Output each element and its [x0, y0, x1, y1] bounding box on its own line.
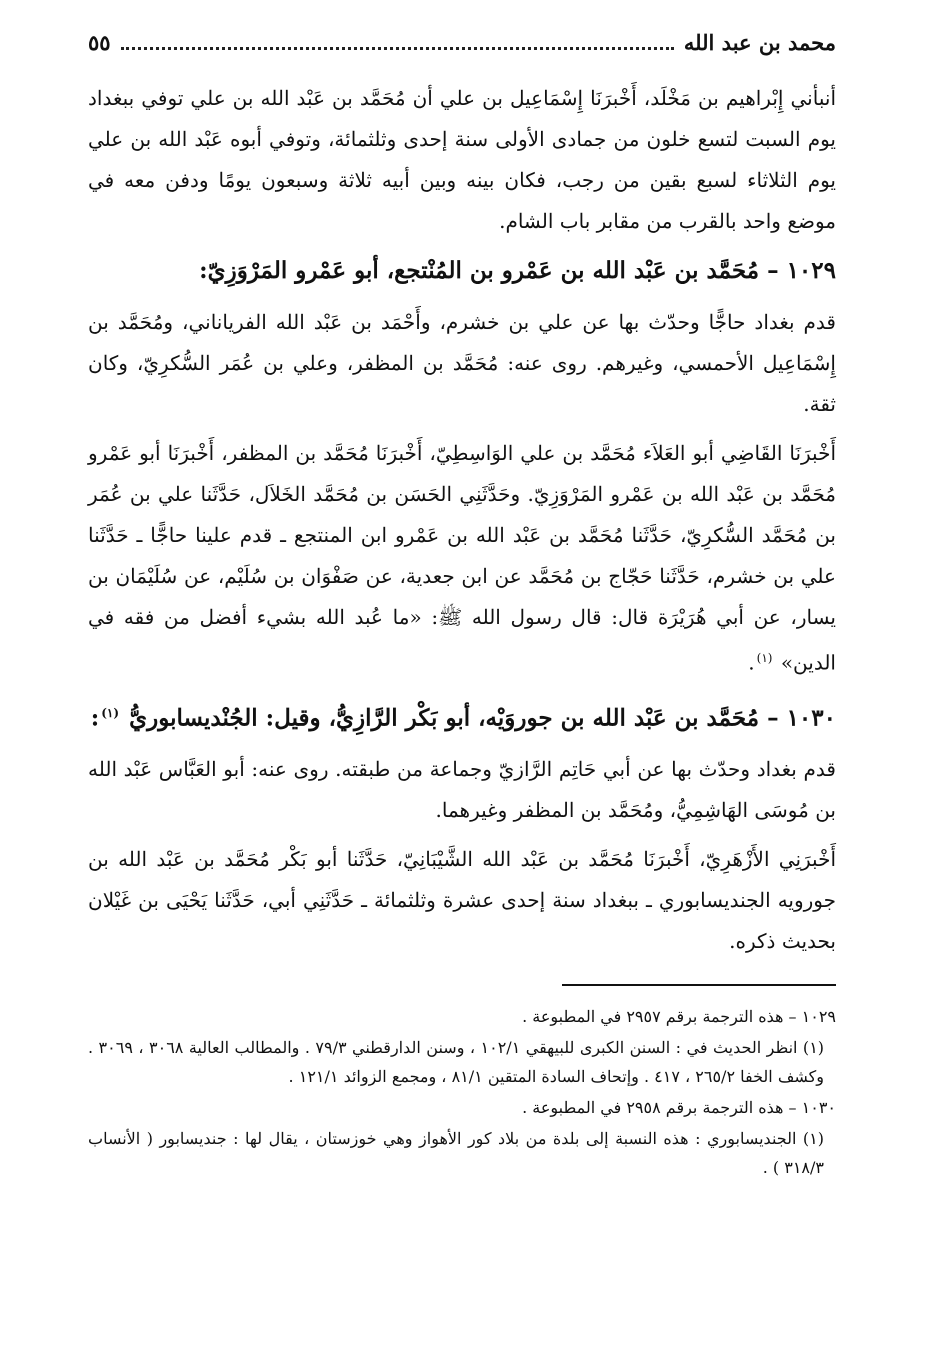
footnote-separator — [562, 984, 836, 986]
entry-heading-1030: ١٠٣٠ – مُحَمَّد بن عَبْد الله بن جوروَيْه، أبو بَكْر الرَّازِيُّ، وقيل: الجُنْديسابوريُّ $^{(١)}$: — [90, 704, 836, 732]
running-head-title: محمد بن عبد الله — [683, 30, 836, 55]
paragraph-death-notice: أنبأني إِبْراهيم بن مَخْلَد، أَخْبرَنَا إِسْمَاعِيل بن علي أن مُحَمَّد بن عَبْد الله بن علي توفي ببغداد يوم السبت لتسع خلون من جمادى الأولى سنة إحدى وثلثمائة، وتوفي أبوه عَبْد الله بن علي يوم الثلاثاء لسبع بقين من رجب، فكان بينه وبين أبيه ثلاثة وسبعون يومًا ودفن معه في موضع واحد بالقرب من مقابر باب الشام. — [88, 86, 836, 233]
footnote-1030-source: ١٠٣٠ – هذه الترجمة برقم ٢٩٥٨ في المطبوعة . — [522, 1098, 836, 1118]
footnote-1029-source: ١٠٢٩ – هذه الترجمة برقم ٢٩٥٧ في المطبوعة . — [522, 1007, 836, 1027]
footnote-1030-1: (١) الجنديسابوري : هذه النسبة إلى بلدة من بلاد كور الأهواز وهي خوزستان ، يقال لها : جنديسابور ( الأنساب ٣١٨/٣ ) . — [88, 1129, 824, 1178]
footnote-reference: (١) — [756, 651, 773, 665]
paragraph-entry-1030-isnad: أَخْبرَنِي الأَزْهَرِيّ، أَخْبرَنَا مُحَمَّد بن عَبْد الله الشَّيْبَانِيّ، حَدَّثَنا أبو بَكْر مُحَمَّد بن عَبْد الله بن جورويه الجنديسابوري ـ ببغداد سنة إحدى عشرة وثلثمائة ـ حَدَّثَنِي أبي، حَدَّثَنا يَحْيَى بن غَيْلان بحديث ذكره. — [88, 847, 837, 954]
paragraph-entry-1030-bio: قدم بغداد وحدّث بها عن أبي حَاتِم الرَّازيّ وجماعة من طبقته. روى عنه: أبو العَبَّاس عَبْد الله بن مُوسَى الهَاشِمِيُّ، ومُحَمَّد بن المظفر وغيرهما. — [88, 757, 836, 823]
leader-dots — [121, 47, 674, 50]
hadith-text: أَخْبرَنَا القَاضِي أبو العَلاَء مُحَمَّد بن علي الوَاسِطِيّ، أَخْبرَنَا مُحَمَّد بن المظفر، أَخْبرَنَا أبو عَمْرو مُحَمَّد بن عَبْد الله بن عَمْرو المَرْوَزِيّ. وحَدَّثَنِي الحَسَن بن مُحَمَّد الخَلاَل، حَدَّثَنا علي بن عُمَر بن مُحَمَّد السُّكرِيّ، حَدَّثَنا مُحَمَّد بن عَبْد الله بن عَمْرو ابن المنتجع ـ قدم علينا حاجًّا ـ حَدَّثَنا علي بن خشرم، حَدَّثَنا حَجّاج بن مُحَمَّد عن ابن جعدية، عن صَفْوَان بن سُلَيْم، عن سُلَيْمَان بن يسار، عن أبي هُرَيْرَة قال: قال رسول الله ﷺ: «ما عُبد الله بشيء أفضل من فقه في الدين» — [88, 441, 836, 675]
page-number: ٥٥ — [88, 30, 111, 55]
footnotes — [88, 1002, 836, 1182]
running-head — [88, 30, 836, 66]
paragraph-entry-1029-hadith: أَخْبرَنَا القَاضِي أبو العَلاَء مُحَمَّد بن علي الوَاسِطِيّ، أَخْبرَنَا مُحَمَّد بن المظفر، أَخْبرَنَا أبو عَمْرو مُحَمَّد بن عَبْد الله بن عَمْرو المَرْوَزِيّ. وحَدَّثَنِي الحَسَن بن مُحَمَّد الخَلاَل، حَدَّثَنا علي بن عُمَر بن مُحَمَّد السُّكرِيّ، حَدَّثَنا مُحَمَّد بن عَبْد الله بن عَمْرو ابن المنتجع ـ قدم علينا حاجًّا ـ حَدَّثَنا علي بن خشرم، حَدَّثَنا حَجّاج بن مُحَمَّد عن ابن جعدية، عن صَفْوَان بن سُلَيْم، عن سُلَيْمَان بن يسار، عن أبي هُرَيْرَة قال: قال رسول الله ﷺ: «ما عُبد الله بشيء أفضل من فقه في الدين» $^{(١)}$. — [88, 441, 836, 675]
entry-heading-1029: ١٠٢٩ – مُحَمَّد بن عَبْد الله بن عَمْرو بن المُنْتجع، أبو عَمْرو المَرْوَزِيّ: — [199, 257, 836, 284]
paragraph-entry-1029-bio: قدم بغداد حاجًّا وحدّث بها عن علي بن خشرم، وأَحْمَد بن عَبْد الله الفرياناني، ومُحَمَّد بن إِسْمَاعِيل الأحمسي، وغيرهم. روى عنه: مُحَمَّد بن المظفر، وعلي بن عُمَر السُّكرِيّ، وكان ثقة. — [88, 310, 836, 416]
footnote-reference: (١) — [101, 705, 120, 720]
footnote-1029-1: (١) انظر الحديث في : السنن الكبرى للبيهقي ١٠٢/١ ، وسنن الدارقطني ٧٩/٣ . والمطالب العالية ٣٠٦٨ ، ٣٠٦٩ . وكشف الخفا ٢٦٥/٢ ، ٤١٧ . وإتحاف السادة المتقين ٨١/١ ، ومجمع الزوائد ١٢١/١ . — [88, 1038, 825, 1087]
entry-heading-1030-text: ١٠٣٠ – مُحَمَّد بن عَبْد الله بن جوروَيْه، أبو بَكْر الرَّازِيُّ، وقيل: الجُنْديسابوريُّ — [129, 704, 836, 732]
